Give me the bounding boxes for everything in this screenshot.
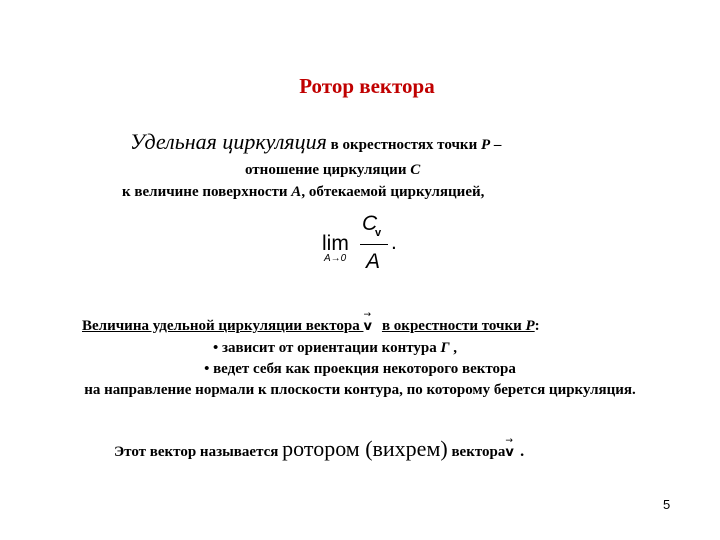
conclusion-vector-arrow: → bbox=[505, 436, 513, 446]
conclusion-period: . bbox=[513, 436, 525, 461]
definition-line-2 bbox=[245, 162, 420, 179]
definition-term: Удельная циркуляция bbox=[130, 129, 327, 154]
formula-period: . bbox=[391, 231, 397, 254]
paragraph-line-1 bbox=[82, 310, 540, 335]
definition-line-3 bbox=[122, 184, 484, 201]
definition-line-1-text: в окрестностях точки bbox=[326, 137, 481, 153]
rotor-term: ротором (вихрем) bbox=[282, 436, 448, 461]
vector-letter: v bbox=[363, 319, 372, 334]
bullet-1-text: • зависит от ориентации контура bbox=[213, 340, 441, 356]
point-label: P bbox=[480, 137, 491, 153]
vector-v-symbol bbox=[363, 310, 372, 334]
conclusion-text-a: Этот вектор называется bbox=[114, 444, 283, 460]
paragraph-line-4: на направление нормали к плоскости контура, по которому берется циркуляция. bbox=[84, 382, 636, 398]
page-number: 5 bbox=[663, 497, 671, 512]
formula-lim: lim bbox=[322, 232, 349, 255]
definition-line-2-text: отношение циркуляции bbox=[245, 162, 411, 178]
formula-denominator: A bbox=[366, 250, 381, 273]
conclusion-vector-v bbox=[505, 436, 514, 460]
contour-symbol: Г bbox=[440, 340, 450, 356]
area-symbol: A bbox=[291, 184, 302, 200]
bullet-2: • ведет себя как проекция некоторого вектора bbox=[204, 361, 516, 377]
formula-numerator: C bbox=[362, 212, 378, 235]
vector-arrow: → bbox=[363, 310, 372, 320]
paragraph-point-label: P bbox=[525, 318, 535, 334]
conclusion-line bbox=[114, 436, 525, 462]
formula-numerator-subscript: v bbox=[375, 227, 382, 239]
bullet-1 bbox=[213, 340, 457, 357]
definition-line-3-text: к величине поверхности bbox=[122, 184, 292, 200]
conclusion-vector-letter: v bbox=[505, 445, 514, 460]
paragraph-line-1-text-b: в окрестности точки bbox=[381, 318, 526, 334]
slide-title: Ротор вектора bbox=[299, 74, 435, 98]
formula-lim-subscript: A→0 bbox=[324, 253, 347, 264]
paragraph-line-1-text: Величина удельной циркуляции вектора bbox=[82, 318, 364, 334]
definition-dash: – bbox=[490, 137, 502, 153]
bullet-1-end: , bbox=[449, 340, 458, 356]
definition-line-3-end: , обтекаемой циркуляцией, bbox=[301, 184, 485, 200]
circulation-symbol: C bbox=[410, 162, 421, 178]
paragraph-colon: : bbox=[534, 318, 540, 334]
fraction-bar bbox=[360, 244, 388, 245]
conclusion-text-c: вектора bbox=[447, 444, 506, 460]
definition-line-1 bbox=[130, 129, 501, 155]
